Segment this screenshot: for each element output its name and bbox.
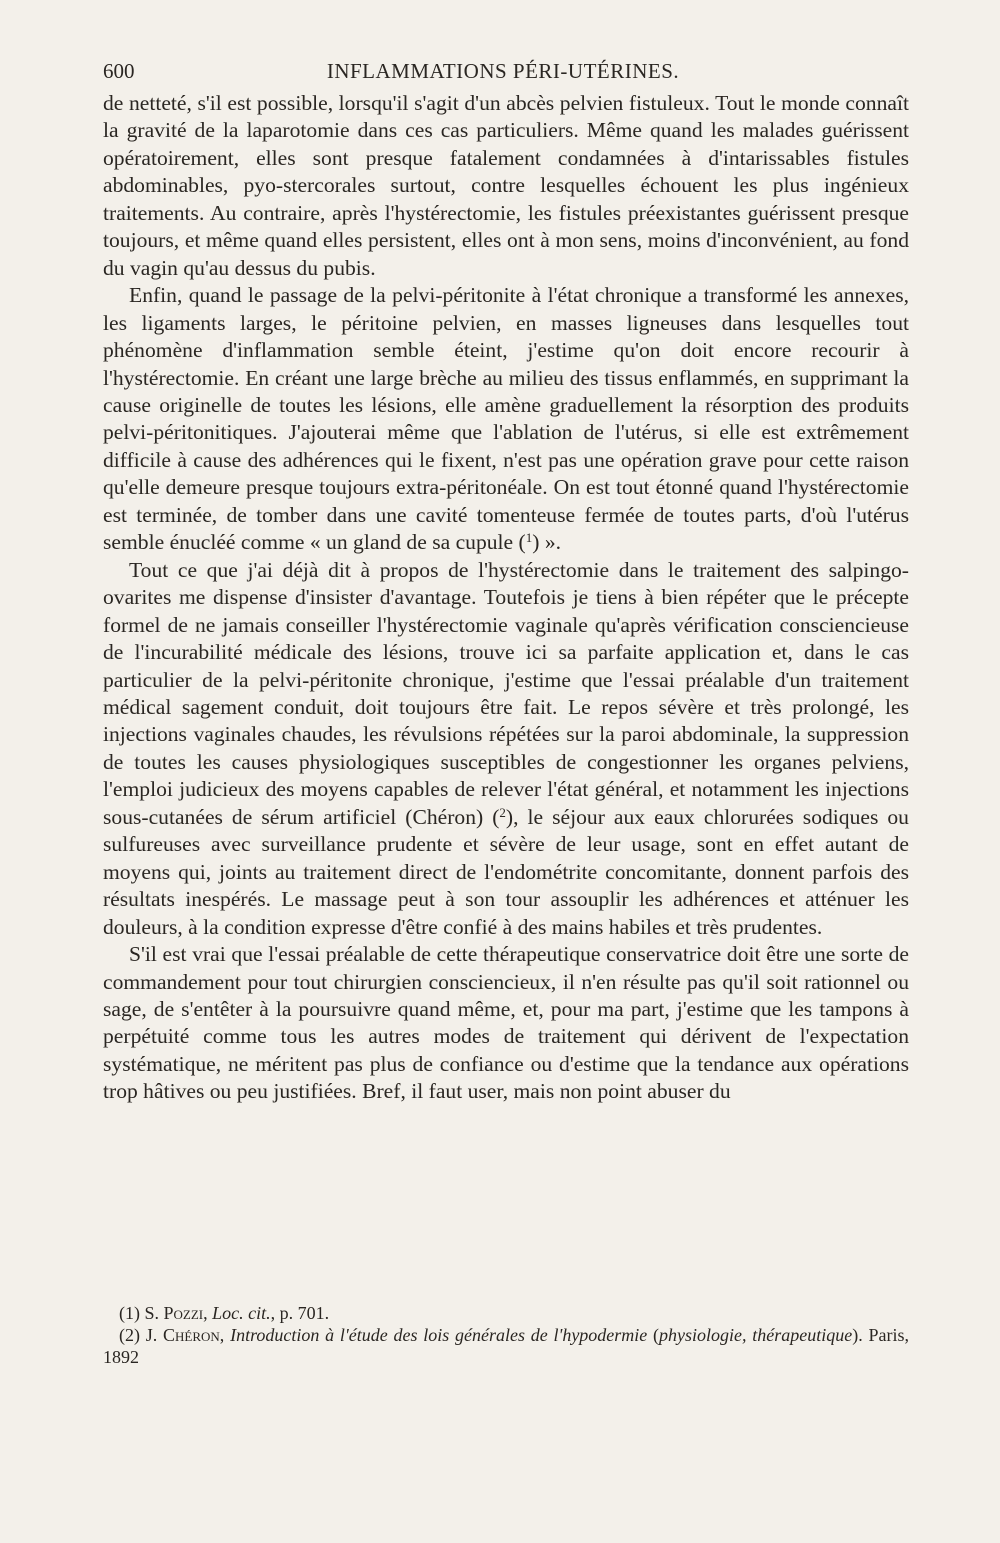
footnote-1-author: S. Pozzi, <box>144 1303 208 1323</box>
footnote-2 <box>103 1324 909 1368</box>
paragraph-4-text: S'il est vrai que l'essai préalable de cette thérapeutique conservatrice doit être une sorte de commandement pour tout chirurgien consciencieux, il n'en résulte pas qu'il soit rationnel ou sage, de s'entêter à la poursuivre quand même, et, pour ma part, j'estime que les tampons à perpétuité comme tous les autres modes de traitement qui dérivent de l'expectation systématique, ne méritent pas plus de confiance ou d'estime que la tendance aux opérations trop hâtives ou peu justifiées. Bref, il faut user, mais non point abuser du <box>103 942 909 1104</box>
paragraph-1-text: de netteté, s'il est possible, lorsqu'il s'agit d'un abcès pelvien fistuleux. Tout le monde connaît la gravité de la laparotomie dans ces cas particuliers. Même quand les malades guérissent opératoirement, elles sont presque fatalement condamnées à d'intarissables fistules abdominables, pyo-stercorales surtout, contre lesquelles échouent les plus ingénieux traitements. Au contraire, après l'hystérectomie, les fistules préexistantes guérissent presque toujours, et même quand elles persistent, elles ont à mon sens, moins d'inconvénient, au fond du vagin qu'au dessus du pubis. <box>103 91 909 280</box>
footnote-1-marker: (1) <box>119 1303 140 1323</box>
footnote-2-paren: ( <box>647 1325 660 1345</box>
footnote-2-marker: (2) <box>119 1325 140 1345</box>
running-header <box>103 56 903 86</box>
paragraph-4 <box>103 941 909 1106</box>
footnote-1-work: Loc. cit. <box>212 1303 271 1323</box>
paragraph-3-text: Tout ce que j'ai déjà dit à propos de l'hystérectomie dans le traitement des salpingo-ovarites me dispense d'insister d'avantage. Toutefois je tiens à bien répéter que le précepte formel de ne jamais conseiller l'hystérectomie vaginale qu'après vérification consciencieuse de l'incurabilité médicale des lésions, trouve ici sa parfaite application et, dans le cas particulier de la pelvi-péritonite chronique, j'estime que l'essai préalable d'un traitement médical sagement conduit, doit toujours être fait. Le repos sévère et très prolongé, les injections vaginales chaudes, les révulsions répétées sur la paroi abdominale, la suppression de toutes les causes physiologiques susceptibles de congestionner les organes pelviens, l'emploi judicieux des moyens capables de relever l'état général, et notamment les injections sous-cutanées de sérum artificiel (Chéron) <box>103 557 909 829</box>
footnotes <box>103 1302 909 1368</box>
page-number: 600 <box>103 59 135 83</box>
paragraph-2: Enfin, quand le passage de la pelvi-péritonite à l'état chronique a transformé les annexes, les ligaments larges, le péritoine pelvien, en masses ligneuses dans lesquelles tout phénomène d'inflammation semble éteint, j'estime qu'on doit encore recourir à l'hystérectomie. En créant une large brèche au milieu des tissus enflammés, en supprimant la cause originelle de toutes les lésions, elle amène graduellement la résorption des produits pelvi-péritonitiques. J'ajouterai même que l'ablation de l'utérus, si elle est extrêmement difficile à cause des adhérences qui le fixent, n'est pas une opération grave pour cette raison qu'elle demeure presque toujours extra-péritonéale. On est tout étonné quand l'hystérectomie est terminée, de tomber dans une cavité tomenteuse fermée de toutes parts, d'où l'utérus semble énucléé comme « un gland de sa cupule ($^1$) ». <box>103 283 909 555</box>
body-text <box>103 90 909 1106</box>
paragraph-1 <box>103 90 909 282</box>
footnote-ref-2: 2 <box>499 804 506 820</box>
paragraph-2-end: ». <box>539 530 562 555</box>
footnote-2-work: Introduction à l'étude des lois générales de l'hypodermie <box>230 1325 648 1345</box>
footnote-2-author: J. Chéron, <box>145 1325 225 1345</box>
paragraph-2-text: Enfin, quand le passage de la pelvi-péritonite à l'état chronique a transformé les annexes, les ligaments larges, le péritoine pelvien, en masses ligneuses dans lesquelles tout phénomène d'inflammation semble éteint, j'estime qu'on doit encore recourir à l'hystérectomie. En créant une large brèche au milieu des tissus enflammés, en supprimant la cause originelle de toutes les lésions, elle amène graduellement la résorption des produits pelvi-péritonitiques. J'ajouterai même que l'ablation de l'utérus, si elle est extrêmement difficile à cause des adhérences qui le fixent, n'est pas une opération grave pour cette raison qu'elle demeure presque toujours extra-péritonéale. On est tout étonné quand l'hystérectomie est terminée, de tomber dans une cavité tomenteuse fermée de toutes parts, d'où l'utérus semble énucléé comme « un gland de sa cupule <box>103 283 909 555</box>
running-title: INFLAMMATIONS PÉRI-UTÉRINES. <box>326 59 680 83</box>
footnote-2-rest: ). Paris, 1892 <box>103 1325 910 1367</box>
paragraph-3: Tout ce que j'ai déjà dit à propos de l'hystérectomie dans le traitement des salpingo-ovarites me dispense d'insister d'avantage. Toutefois je tiens à bien répéter que le précepte formel de ne jamais conseiller l'hystérectomie vaginale qu'après vérification consciencieuse de l'incurabilité médicale des lésions, trouve ici sa parfaite application et, dans le cas particulier de la pelvi-péritonite chronique, j'estime que l'essai préalable d'un traitement médical sagement conduit, doit toujours être fait. Le repos sévère et très prolongé, les injections vaginales chaudes, les révulsions répétées sur la paroi abdominale, la suppression de toutes les causes physiologiques susceptibles de congestionner les organes pelviens, l'emploi judicieux des moyens capables de relever l'état général, et notamment les injections sous-cutanées de sérum artificiel (Chéron) ($^2$), le séjour aux eaux chlorurées sodiques ou sulfureuses avec surveillance prudente et sévère de leur usage, sont en effet autant de moyens qui, joints au traitement direct de l'endométrite concomitante, donnent parfois des résultats inespérés. Le massage peut à son tour assouplir les adhérences et atténuer les douleurs, à la condition expresse d'être confié à des mains habiles et très prudentes. <box>103 557 909 939</box>
paragraph-3-continuation: , le séjour aux eaux chlorurées sodiques ou sulfureuses avec surveillance prudente et sévère de leur usage, sont en effet autant de moyens qui, joints au traitement direct de l'endométrite concomitante, donnent parfois des résultats inespérés. Le massage peut à son tour assouplir les adhérences et atténuer les douleurs, à la condition expresse d'être confié à des mains habiles et très prudentes. <box>103 804 909 939</box>
footnote-1-rest: , p. 701. <box>270 1303 330 1323</box>
footnote-ref-1: 1 <box>525 530 533 546</box>
footnote-1 <box>103 1302 909 1324</box>
footnote-2-work2: physiologie, thérapeutique <box>659 1325 853 1345</box>
